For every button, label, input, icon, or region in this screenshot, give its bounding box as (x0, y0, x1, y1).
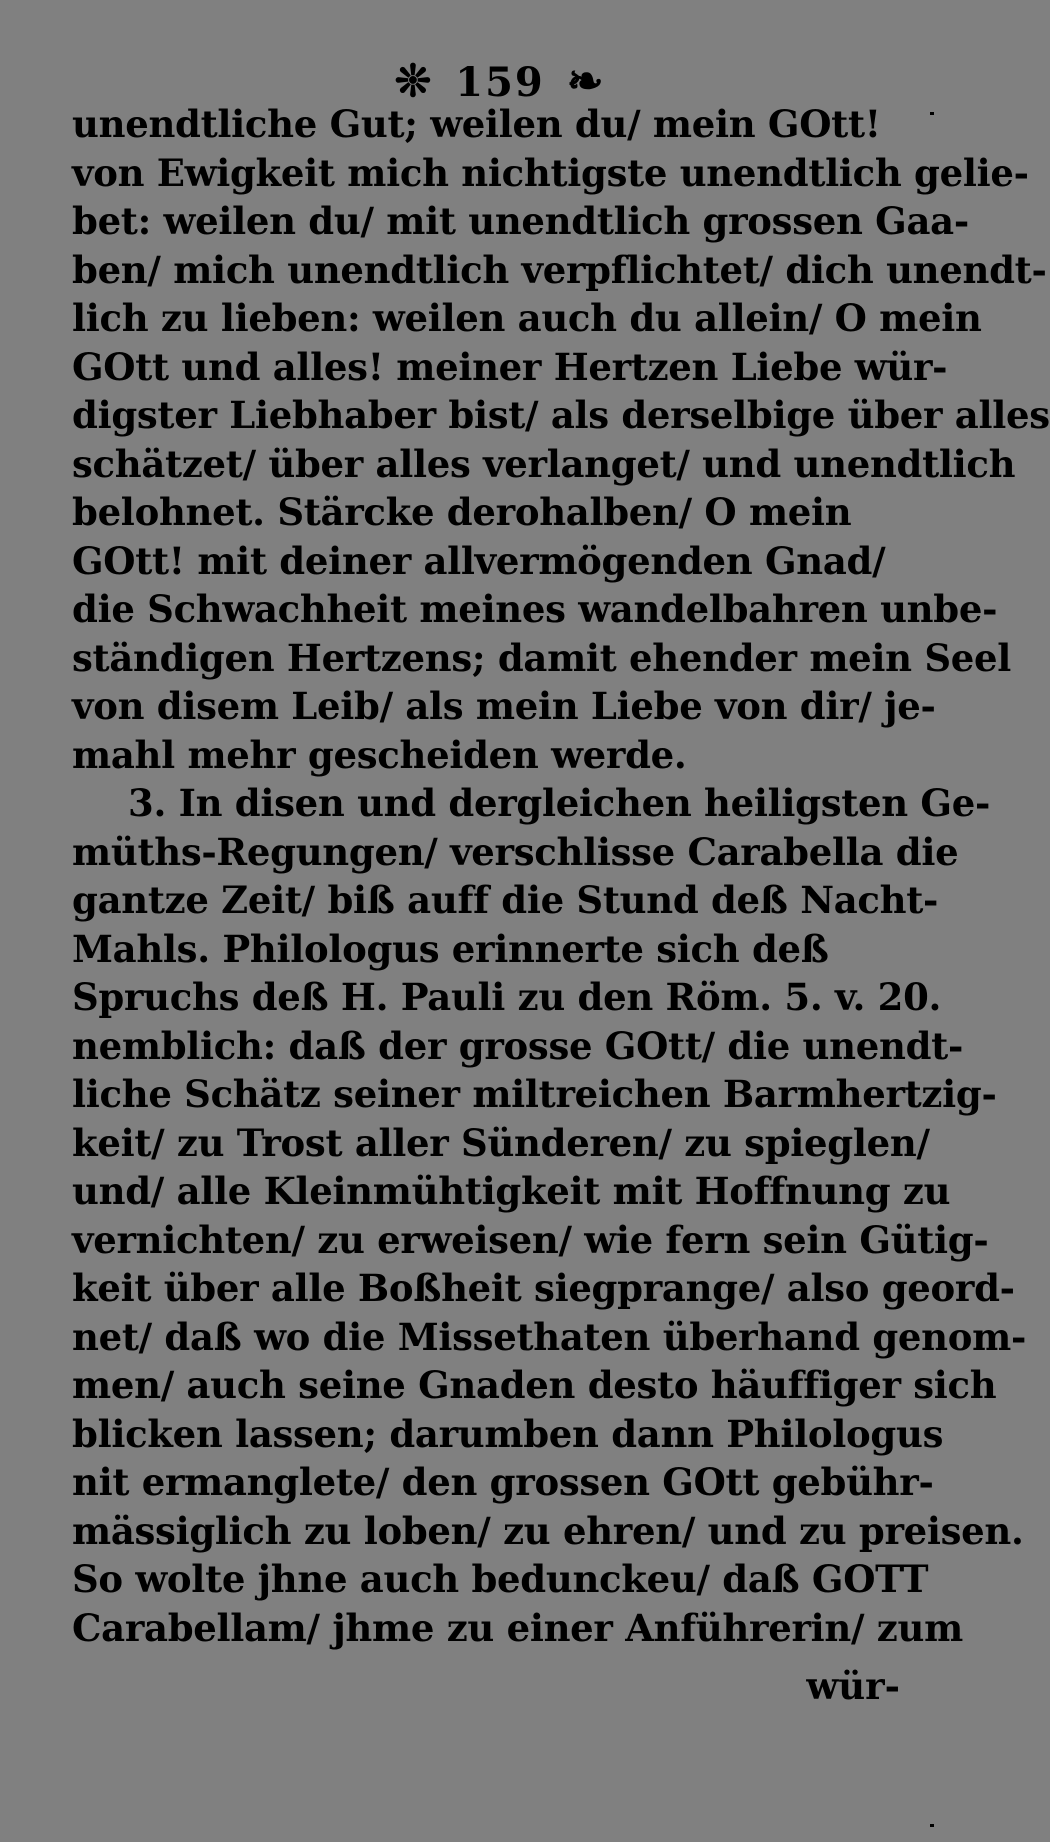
text-line: Mahls. Philologus erinnerte sich deß (72, 926, 829, 971)
text-line: belohnet. Stärcke derohalben/ O mein (72, 490, 852, 534)
scan-speck (930, 1824, 934, 1827)
text-line: men/ auch seine Gnaden desto häuffiger sich (72, 1363, 997, 1407)
text-line: 3. In disen und dergleichen heiligsten Ge- (128, 781, 991, 825)
text-line: keit/ zu Trost aller Sünderen/ zu spieglen/ (72, 1120, 930, 1165)
text-line: keit über alle Boßheit siegprange/ also geord- (72, 1266, 1015, 1310)
text-line: und/ alle Kleinmühtigkeit mit Hoffnung zu (72, 1169, 951, 1213)
text-line: So wolte jhne auch bedunckeu/ daß GOTT (72, 1557, 929, 1601)
page-number: 159 (455, 59, 545, 106)
text-line: schätzet/ über alles verlanget/ und unendtlich (72, 441, 1016, 486)
text-line: nemblich: daß der grosse GOtt/ die unendt- (72, 1023, 964, 1068)
text-line: liche Schätz seiner miltreichen Barmhertzig- (72, 1072, 997, 1116)
text-line: mässiglich zu loben/ zu ehren/ und zu preisen. (72, 1508, 1024, 1553)
catchword: wür- (806, 1664, 900, 1708)
text-line: blicken lassen; darumben dann Philologus (72, 1411, 944, 1456)
text-line: die Schwachheit meines wandelbahren unbe- (72, 587, 998, 631)
text-line: net/ daß wo die Missethaten überhand genom- (72, 1314, 1027, 1359)
text-line: GOtt und alles! meiner Hertzen Liebe wür- (72, 344, 948, 389)
text-line: unendtliche Gut; weilen du/ mein GOtt! (72, 102, 881, 146)
text-line: digster Liebhaber bist/ als derselbige über alles (72, 393, 1050, 437)
text-line: ben/ mich unendtlich verpflichtet/ dich unendt- (72, 247, 1047, 292)
text-line: von Ewigkeit mich nichtigste unendtlich gelie- (72, 150, 1029, 195)
header-ornament-right-icon: ❧ (566, 56, 606, 107)
text-line: von disem Leib/ als mein Liebe von dir/ je- (72, 684, 936, 728)
body-text (72, 100, 1050, 1652)
text-line: GOtt! mit deiner allvermögenden Gnad/ (72, 538, 886, 583)
text-line: gantze Zeit/ biß auff die Stund deß Nacht- (72, 878, 939, 922)
text-line: nit ermanglete/ den grossen GOtt gebühr- (72, 1460, 934, 1504)
scan-speck (930, 112, 934, 115)
text-line: Spruchs deß H. Pauli zu den Röm. 5. v. 20. (72, 975, 942, 1019)
text-line: vernichten/ zu erweisen/ wie fern sein Gütig- (72, 1217, 989, 1262)
text-line: Carabellam/ jhme zu einer Anführerin/ zum (72, 1605, 963, 1650)
text-line: müths-Regungen/ verschlisse Carabella die (72, 829, 959, 874)
text-line: mahl mehr gescheiden werde. (72, 732, 687, 777)
text-line: ständigen Hertzens; damit ehender mein Seel (72, 635, 1012, 680)
text-line: bet: weilen du/ mit unendtlich grossen Gaa- (72, 199, 969, 243)
text-line: lich zu lieben: weilen auch du allein/ O mein (72, 296, 982, 340)
header-ornament-left-icon: ❊ (394, 56, 434, 107)
